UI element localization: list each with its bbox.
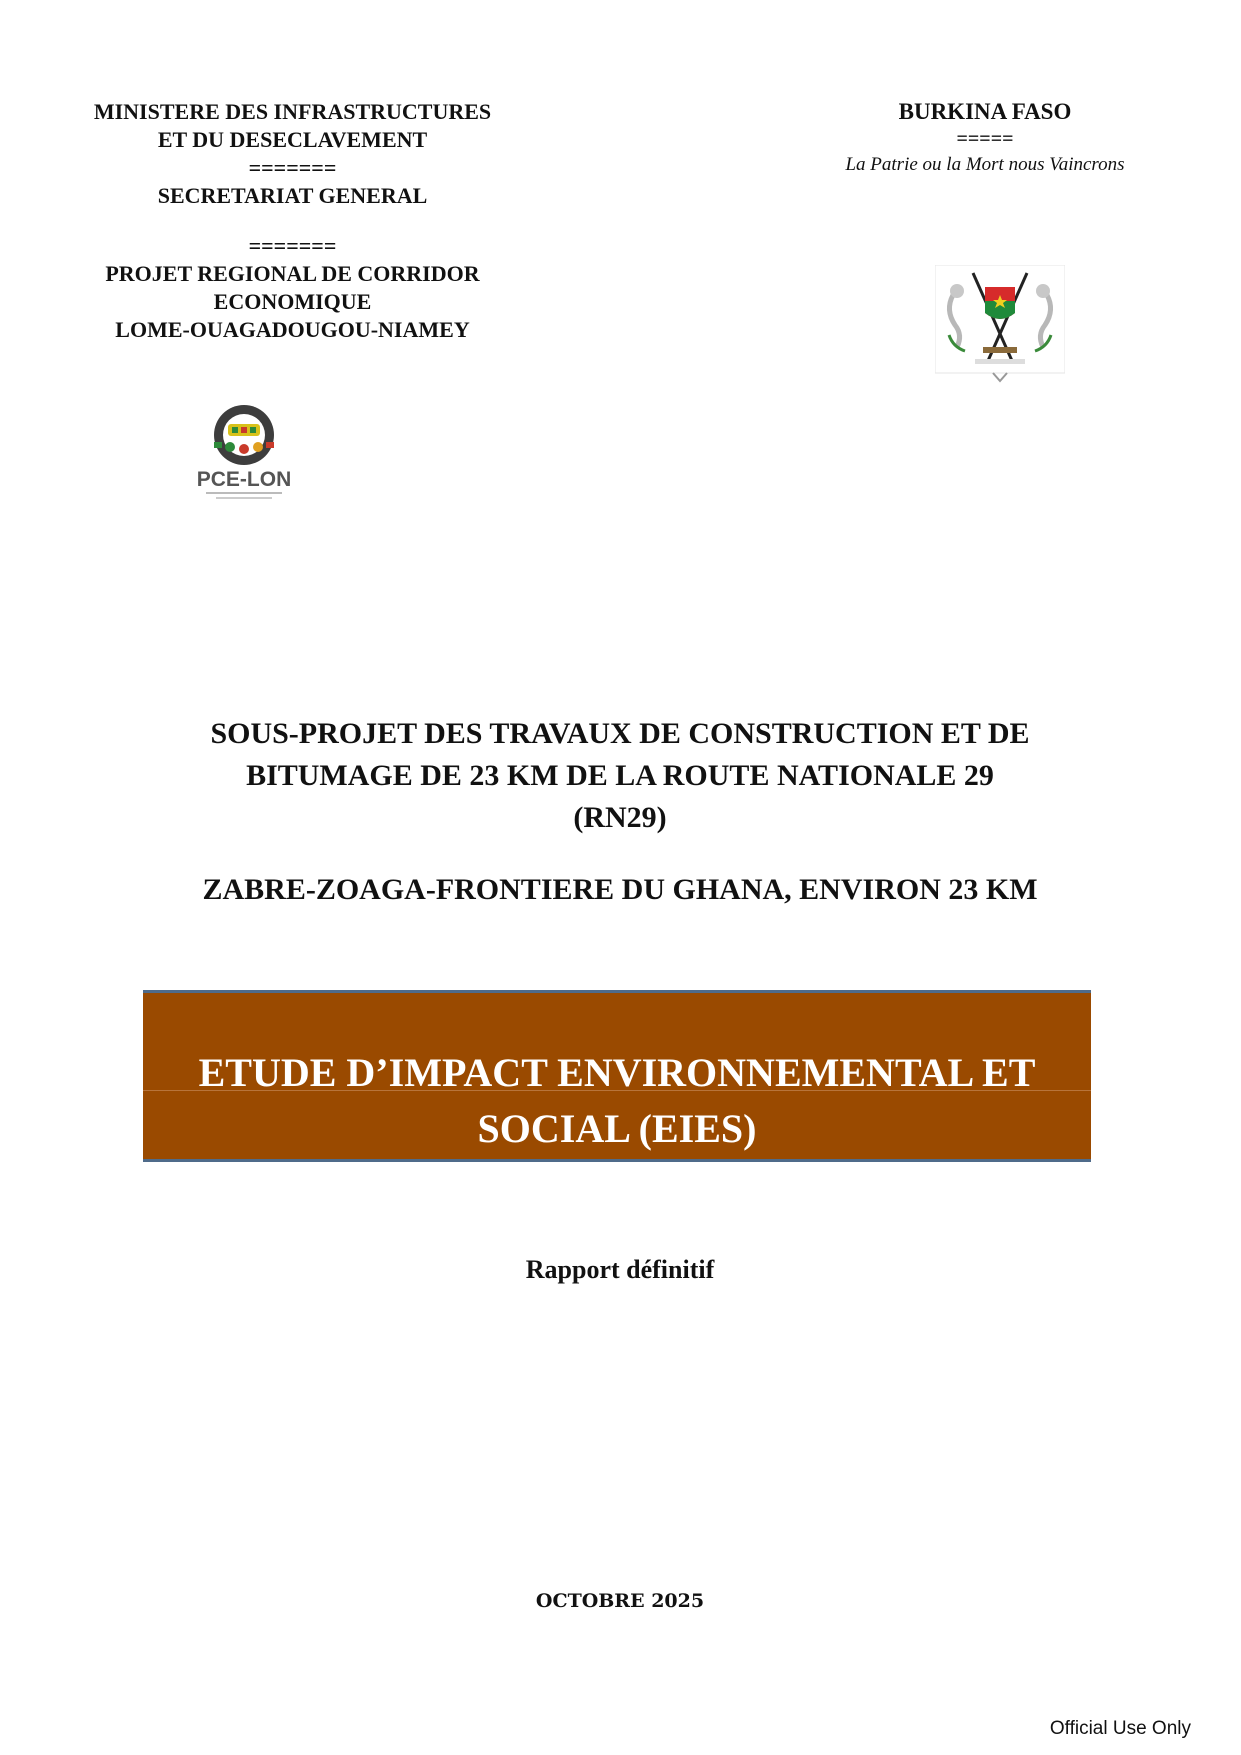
ministry-name-line2: ET DU DESECLAVEMENT [157,127,428,152]
classification-label: Official Use Only [1049,1718,1191,1739]
subproject-title-line3: (RN29) [573,801,667,834]
secretariat-name: SECRETARIAT GENERAL [157,183,428,208]
subproject-title-line1: SOUS-PROJET DES TRAVAUX DE CONSTRUCTION ET DE [210,717,1030,750]
country-header [790,98,1180,178]
coat-of-arms-icon [935,265,1065,387]
study-title-line2: SOCIAL (EIES) [477,1106,757,1151]
study-title-line1: ETUDE D’IMPACT ENVIRONNEMENTAL ET [198,1050,1036,1095]
study-title-banner [143,990,1091,1162]
project-name-line3: LOME-OUAGADOUGOU-NIAMEY [115,317,470,342]
report-type: Rapport définitif [525,1255,715,1284]
road-section-title: ZABRE-ZOAGA-FRONTIERE DU GHANA, ENVIRON 23 KM [202,873,1038,906]
subproject-title [120,713,1120,839]
subproject-title-line2: BITUMAGE DE 23 KM DE LA ROUTE NATIONALE 29 [246,759,994,792]
svg-text:PCE-LON: PCE-LON [196,468,292,491]
report-date: OCTOBRE 2025 [535,1590,705,1612]
ministry-name-line1: MINISTERE DES INFRASTRUCTURES [93,99,492,124]
project-name-line1: PROJET REGIONAL DE CORRIDOR [105,261,480,286]
study-title [143,1045,1091,1157]
ministry-header [60,98,525,344]
project-name-line2: ECONOMIQUE [213,289,372,314]
pce-lon-logo-icon [188,402,300,502]
header-separator: ======= [248,155,337,180]
header-separator: ======= [248,233,337,258]
country-separator: ===== [956,128,1014,150]
national-motto: La Patrie ou la Mort nous Vaincrons [845,154,1125,175]
country-name: BURKINA FASO [898,99,1072,124]
